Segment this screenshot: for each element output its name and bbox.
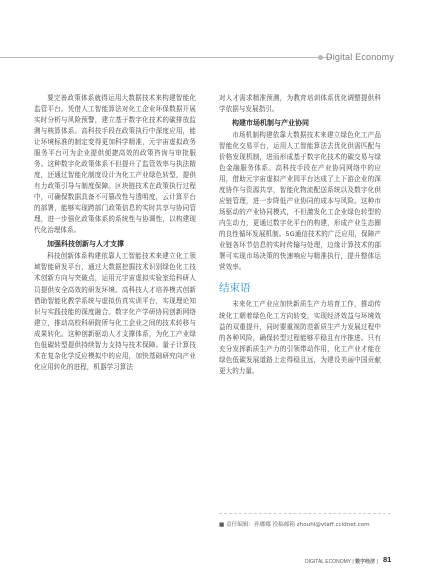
body-paragraph: 要完善政策体系就得运用大数据技术来构建智能化监管平台。凭借人工智能算法对化工企业环保数据开展实时分析与风险预警，建立基于数字化技术的碳排放监测与核算体系。高科技手段在政策执行中深度应用，能让环境标准的制定变得更加科学精准，元宇宙虚拟政务服务平台可为企业提供便捷高效的政策咨询与审批服务。这种数字化政策体系不但提升了监管效率与执法精度，还通过智能化制度设计为化工产业绿色转型，提供有力政策引导与制度保障。区块链技术在政策执行过程中，可确保数据具备不可篡改性与透明度，云计算平台的部署，能够实现跨部门政策信息的实时共享与协同管理，进一步强化政策体系的系统性与协调性，以构建现代化治理体系。 (34, 94, 196, 235)
body-paragraph: 科技创新体系构建依靠人工智能技术来建立化工领域智能研发平台，通过大数据挖掘技术识别绿色化工技术创新方向与突破点，运用元宇宙虚拟实验室给科研人员提供安全高效的研发环境。高科技人才培养模式创新借助智能化教学系统与虚拟仿真实训平台，实现理论知识与实践技能的深度融合。数字化产学研协同创新网络建立，推动高校科研院所与化工企业之间的技术转移与成果转化。这种创新驱动人才支撑体系，为化工产业绿色低碳转型提供持续智力支持与技术保障。量子计算技术在复杂化学反应模拟中的应用，加快基础研究向产业化应用转化的进程，机器学习算法 (34, 252, 196, 371)
editor-credit: ■ 责任编辑：孙娜娜 投稿邮箱 zhouhl@vtaff.ccidnet.com (219, 522, 370, 528)
right-column (219, 93, 381, 377)
header-rule (0, 57, 332, 58)
body-paragraph: 市场机制构建依靠大数据技术来建立绿色化工产品智能化交易平台，运用人工智能算法去优化供需匹配与价格发现机制，进而形成基于数字化技术的碳交易与绿色金融服务体系。高科技手段在产业协同网络中的应用，借助元宇宙虚拟产业园平台达成了上下游企业的深度协作与资源共享，智能化物流配送系统以及数字化供应链管理，进一步降低产业协同的成本与风险。这种市场驱动的产业协同模式，不但激发化工企业绿色转型的内生动力，更通过数字化平台的构建，形成产业生态圈的良性循环发展机制。5G通信技术的广泛应用，保障产业链各环节信息的实时传输与处理，边缘计算技术的部署可实现市场决策的快速响应与精准执行，提升整体运营效率。 (219, 131, 381, 272)
page-number: 81 (383, 555, 392, 564)
journal-name-cn: 数字经济 (355, 559, 376, 565)
body-paragraph: 未来化工产业应加快新质生产力培育工作，推动传统化工朝着绿色化工方向转变，实现经济效益与环境效益的双重提升，同时要重视防范新质生产力发展过程中的各种风险，确保转型过程能够平稳且有序推进。只有充分发挥新质生产力的引领带动作用，化工产业才能在绿色低碳发展道路上走得稳且远，为建设美丽中国贡献更大的力量。 (219, 300, 381, 375)
footer-divider (219, 513, 391, 514)
journal-footer: DIGITAL ECONOMY | 数字经济 | (305, 559, 378, 565)
header-dot-icon (318, 55, 323, 60)
journal-name-en: DIGITAL ECONOMY (305, 559, 352, 565)
subheading-talent: 加强科技创新与人才支撑 (47, 240, 124, 249)
section-heading-conclusion: 结束语 (219, 282, 251, 295)
header-brand: Digital Economy (326, 52, 395, 62)
body-paragraph: 对人才需求精准预测，为教育培训体系优化调整提供科学依据与发展指引。 (219, 94, 381, 114)
subheading-market: 构建市场机制与产业协同 (232, 119, 309, 128)
left-column (34, 93, 196, 373)
page-header (0, 52, 427, 63)
